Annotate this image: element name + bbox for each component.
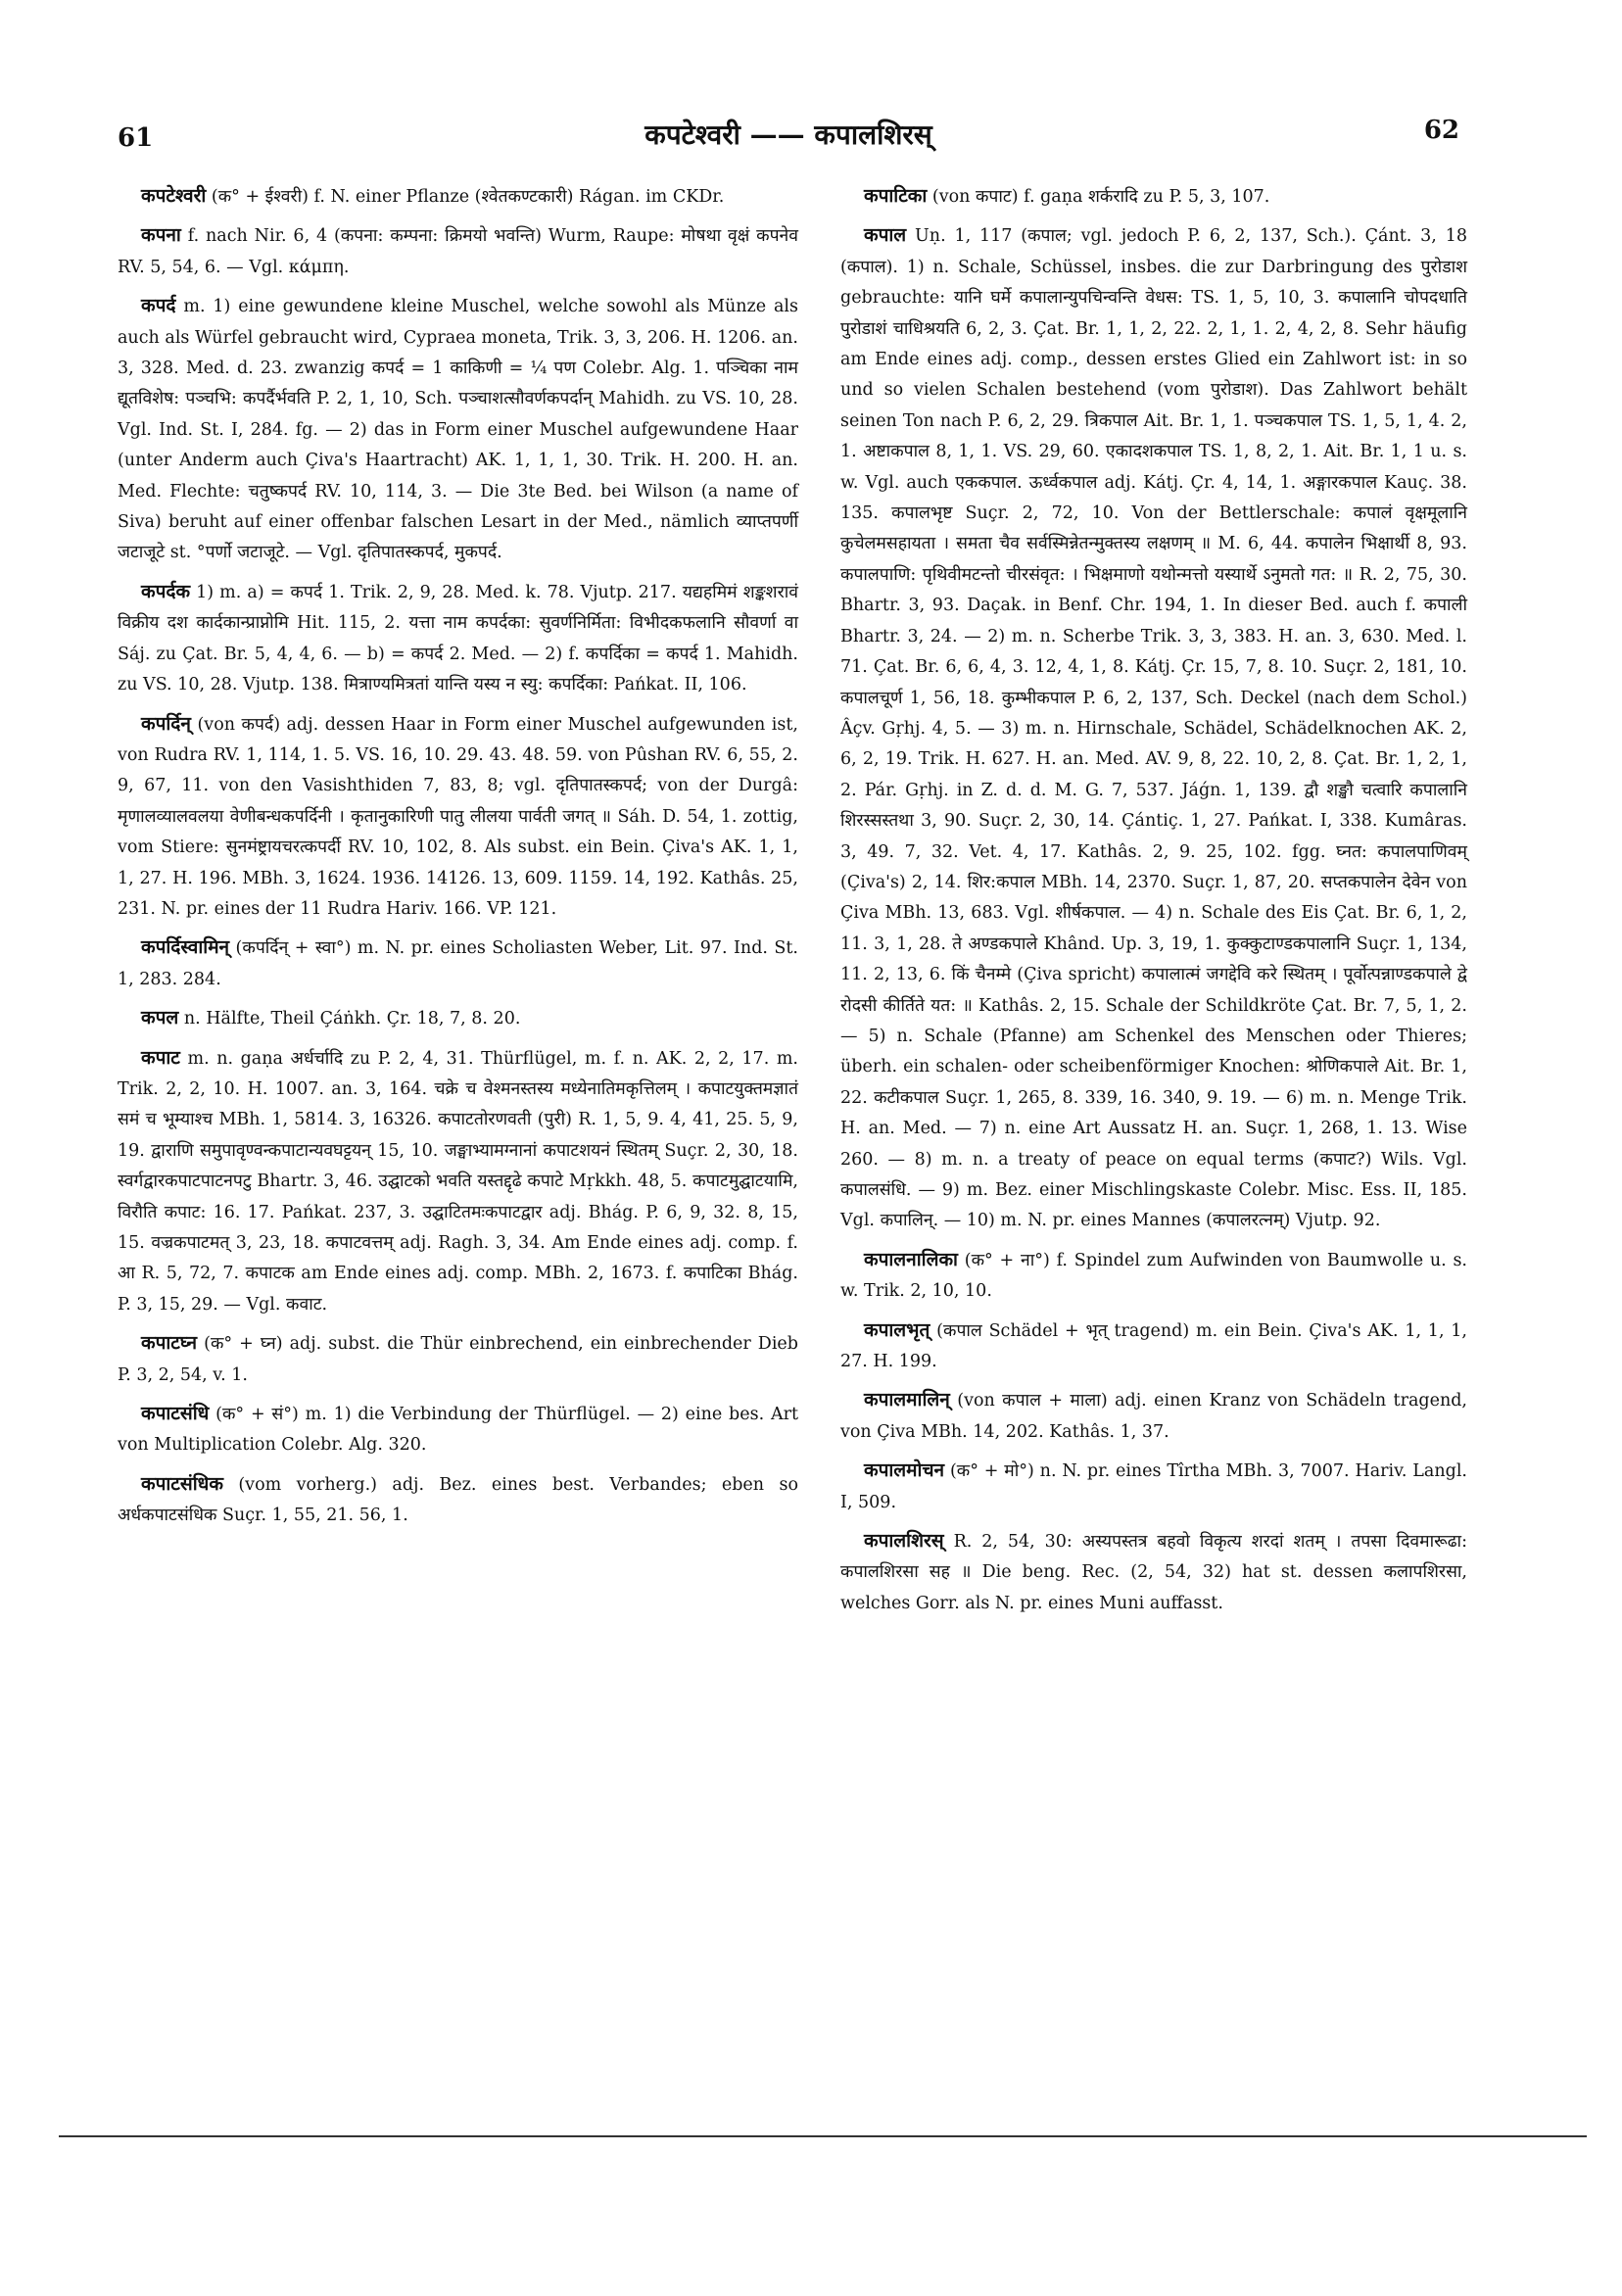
entry-headword: कपल (141, 1007, 179, 1029)
entry-headword: कपाटघ्न (141, 1332, 198, 1355)
entry-body: m. 1) eine gewundene kleine Muschel, welche sowohl als Münze als auch als Würfel gebraucht wird, Cypraea moneta, Trik. 3, 3, 206. H. 1206. an. 3, 328. Med. d. 23. zwanzig कपर्द = 1 काकिणी = ¼ पण Colebr. Alg. 1. पञ्चिका नाम द्यूतविशेष: पञ्चभि: कपर्दैर्भवति P. 2, 1, 10, Sch. पञ्चाशत्सौवर्णकपर्दान् Mahidh. zu VS. 10, 28. Vgl. Ind. St. I, 284. fg. — 2) das in Form einer Muschel aufgewundene Haar (unter Anderm auch Çiva's Haartracht) AK. 1, 1, 1, 30. Trik. H. 200. H. an. Med. Flechte: चतुष्कपर्द RV. 10, 114, 3. — Die 3te Bed. bei Wilson (a name of Siva) beruht auf einer offenbar falschen Lesart in der Med., nämlich व्याप्तपर्णी जटाजूटे st. °पर्णो जटाजूटे. — Vgl. दृतिपातस्कपर्द, मुकपर्द. (118, 297, 798, 563)
dictionary-entry (840, 220, 1467, 1236)
entry-headword: कपाटिका (864, 185, 928, 207)
dictionary-entry (118, 933, 798, 995)
left-column (118, 181, 798, 1540)
entry-body: (von कपाल + माला) adj. einen Kranz von Schädeln tragend, von Çiva MBh. 14, 202. Kathâs. 1, 37. (840, 1391, 1467, 1442)
dictionary-entry (118, 1328, 798, 1391)
dictionary-entry (840, 1456, 1467, 1518)
dictionary-entry (118, 1399, 798, 1461)
entry-headword: कपाटसंधि (141, 1403, 210, 1425)
entry-headword: कपालमोचन (864, 1459, 945, 1482)
dictionary-entry (840, 181, 1467, 213)
entry-body: 1) m. a) = कपर्द 1. Trik. 2, 9, 28. Med. k. 78. Vjutp. 217. यद्यहमिमं शङ्कशरावं विक्रीय दश कार्दकान्प्राप्नोमि Hit. 115, 2. यत्ता नाम कपर्दका: सुवर्णनिर्मिता: विभीदकफलानि सौवर्णा वा Sáj. zu Çat. Br. 5, 4, 4, 6. — b) = कपर्द 2. Med. — 2) f. कपर्दिका = कपर्द 1. Mahidh. zu VS. 10, 28. Vjutp. 138. मित्राण्यमित्रतां यान्ति यस्य न स्यु: कपर्दिका: Pańkat. II, 106. (118, 582, 798, 695)
bottom-rule (59, 2135, 1587, 2137)
dictionary-entry (840, 1385, 1467, 1448)
dictionary-entry (840, 1526, 1467, 1619)
entry-body: (vom vorherg.) adj. Bez. eines best. Verbandes; eben so अर्धकपाटसंधिक Suçr. 1, 55, 21. 56, 1. (118, 1474, 798, 1526)
running-title: कपटेश्वरी —— कपालशिरस् (644, 119, 932, 151)
entry-body: (क° + सं°) m. 1) die Verbindung der Thürflügel. — 2) eine bes. Art von Multiplication Colebr. Alg. 320. (118, 1405, 798, 1456)
entry-headword: कपालमालिन् (864, 1389, 950, 1411)
entry-body: (क° + ईश्वरी) f. N. einer Pflanze (श्वेतकण्टकारी) Rágan. im CKDr. (211, 187, 725, 207)
entry-body: f. nach Nir. 6, 4 (कपना: कम्पना: क्रिमयो भवन्ति) Wurm, Raupe: मोषथा वृक्षं कपनेव RV. 5, 54, 6. — Vgl. κάμπη. (118, 226, 798, 277)
dictionary-entry (118, 1469, 798, 1532)
entry-headword: कपर्दिन् (141, 712, 191, 735)
entry-body: (क° + मो°) n. N. pr. eines Tîrtha MBh. 3, 7007. Hariv. Langl. I, 509. (840, 1461, 1467, 1512)
dictionary-entry (118, 1043, 798, 1321)
dictionary-entry (118, 220, 798, 283)
entry-body: (von कपाट) f. gaṇa शर्करादि zu P. 5, 3, 107. (931, 187, 1270, 207)
entry-headword: कपर्दिस्वामिन् (141, 936, 230, 959)
entry-body: (क° + घ्न) adj. subst. die Thür einbrechend, ein einbrechender Dieb P. 3, 2, 54, v. 1. (118, 1334, 798, 1385)
page-header (118, 116, 1459, 155)
dictionary-entry (118, 181, 798, 213)
left-page-number: 61 (118, 123, 154, 153)
entry-headword: कपर्दक (141, 580, 191, 602)
entry-body: n. Hälfte, Theil Çáṅkh. Çr. 18, 7, 8. 20. (183, 1009, 521, 1029)
dictionary-entry (118, 709, 798, 926)
entry-headword: कपना (141, 224, 181, 247)
dictionary-entry (118, 577, 798, 701)
entry-body: R. 2, 54, 30: अस्यपस्तत्र बहवो विकृत्य शरदां शतम् । तपसा दिवमारूढा: कपालशिरसा सह ॥ Die beng. Rec. (2, 54, 32) hat st. dessen कलापशिरसा, welches Gorr. als N. pr. eines Muni auffasst. (840, 1532, 1467, 1613)
dictionary-entry (118, 1003, 798, 1034)
entry-headword: कपालनालिका (864, 1248, 958, 1270)
entry-body: (क° + ना°) f. Spindel zum Aufwinden von Baumwolle u. s. w. Trik. 2, 10, 10. (840, 1250, 1467, 1302)
dictionary-entry (118, 291, 798, 569)
dictionary-entry (840, 1245, 1467, 1308)
entry-headword: कपाल (864, 224, 907, 247)
dictionary-entry (840, 1315, 1467, 1378)
entry-body: (कपर्दिन् + स्वा°) m. N. pr. eines Scholiasten Weber, Lit. 97. Ind. St. 1, 283. 284. (118, 938, 798, 989)
entry-headword: कपालशिरस् (864, 1530, 944, 1553)
entry-body: Uṇ. 1, 117 (कपाल; vgl. jedoch P. 6, 2, 137, Sch.). Çánt. 3, 18 (कपाल). 1) n. Schale, Schüssel, insbes. die zur Darbringung des पुरोडाश gebrauchte: यानि घर्मे कपालान्युपचिन्वन्ति वेधस: TS. 1, 5, 10, 3. कपालानि चोपदधाति पुरोडाशं चाधिश्रयति 6, 2, 3. Çat. Br. 1, 1, 2, 22. 2, 1, 1. 2, 4, 2, 8. Sehr häufig am Ende eines adj. comp., dessen erstes Glied ein Zahlwort ist: in so und so vielen Schalen bestehend (vom पुरोडाश). Das Zahlwort behält seinen Ton nach P. 6, 2, 29. त्रिकपाल Ait. Br. 1, 1. पञ्चकपाल TS. 1, 5, 1, 4. 2, 1. अष्टाकपाल 8, 1, 1. VS. 29, 60. एकादशकपाल TS. 1, 8, 2, 1. Ait. Br. 1, 1 u. s. w. Vgl. auch एककपाल. ऊर्ध्वकपाल adj. Kátj. Çr. 4, 14, 1. अङ्गारकपाल Kauç. 38. 135. कपालभृष्ट Suçr. 2, 72, 10. Von der Bettlerschale: कपालं वृक्षमूलानि कुचेलमसहायता । समता चैव सर्वस्मिन्नेतन्मुक्तस्य लक्षणम् ॥ M. 6, 44. कपालेन भिक्षार्थी 8, 93. कपालपाणि: पृथिवीमटन्तो चीरसंवृत: । भिक्षमाणो यथोन्मत्तो यस्यार्थे ऽनुमतो गत: ॥ R. 2, 75, 30. Bhartr. 3, 93. Daçak. in Benf. Chr. 194, 1. In dieser Bed. auch f. कपाली Bhartr. 3, 24. — 2) m. n. Scherbe Trik. 3, 3, 383. H. an. 3, 630. Med. l. 71. Çat. Br. 6, 6, 4, 3. 12, 4, 1, 8. Kátj. Çr. 15, 7, 8. 10. Suçr. 2, 181, 10. कपालचूर्ण 1, 56, 18. कुम्भीकपाल P. 6, 2, 137, Sch. Deckel (nach dem Schol.) Âçv. Gṛhj. 4, 5. — 3) m. n. Hirnschale, Schädel, Schädelknochen AK. 2, 6, 2, 19. Trik. H. 627. H. an. Med. AV. 9, 8, 22. 10, 2, 8. Çat. Br. 1, 2, 1, 2. Pár. Gṛhj. in Z. d. d. M. G. 7, 537. Jáǵn. 1, 139. द्वौ शङ्खौ चत्वारि कपालानि शिरस्सस्तथा 3, 90. Suçr. 2, 30, 14. Çántiç. 1, 27. Pańkat. I, 338. Kumâras. 3, 49. 7, 32. Vet. 4, 17. Kathâs. 2, 9. 25, 102. fgg. घ्नत: कपालपाणिवम् (Çiva's) 2, 14. शिर:कपाल MBh. 14, 2370. Suçr. 1, 87, 20. सप्तकपालेन देवेन von Çiva MBh. 13, 683. Vgl. शीर्षकपाल. — 4) n. Schale des Eis Çat. Br. 6, 1, 2, 11. 3, 1, 28. ते अण्डकपाले Khând. Up. 3, 19, 1. कुक्कुटाण्डकपालानि Suçr. 1, 134, 11. 2, 13, 6. किं चैनम्मे (Çiva spricht) कपालात्मं जगद्देवि करे स्थितम् । पूर्वोत्पन्नाण्डकपाले द्वे रोदसी कीर्तिते यत: ॥ Kathâs. 2, 15. Schale der Schildkröte Çat. Br. 7, 5, 1, 2. — 5) n. Schale (Pfanne) am Schenkel des Menschen oder Thieres; überh. ein schalen- oder scheibenförmiger Knochen: श्रोणिकपाले Ait. Br. 1, 22. कटीकपाल Suçr. 1, 265, 8. 339, 16. 340, 9. 19. — 6) m. n. Menge Trik. H. an. Med. — 7) n. eine Art Aussatz H. an. Suçr. 1, 268, 1. 13. Wise 260. — 8) m. n. a treaty of peace on equal terms (कपाट?) Wils. Vgl. कपालसंधि. — 9) m. Bez. einer Mischlingskaste Colebr. Misc. Ess. II, 185. Vgl. कपालिन्. — 10) m. N. pr. eines Mannes (कपालरत्नम्) Vjutp. 92. (840, 226, 1467, 1231)
entry-headword: कपटेश्वरी (141, 185, 207, 207)
entry-body: (von कपर्द) adj. dessen Haar in Form einer Muschel aufgewunden ist, von Rudra RV. 1, 114, 1. 5. VS. 16, 10. 29. 43. 48. 59. von Pûshan RV. 6, 55, 2. 9, 67, 11. von den Vasishthiden 7, 83, 8; vgl. दृतिपातस्कपर्द; von der Durgâ: मृणालव्यालवलया वेणीबन्धकपर्दिनी । कृतानुकारिणी पातु लीलया पार्वती जगत् ॥ Sáh. D. 54, 1. zottig, vom Stiere: सुनमंष्ट्रायचरत्कपर्दी RV. 10, 102, 8. Als subst. ein Bein. Çiva's AK. 1, 1, 1, 27. H. 196. MBh. 3, 1624. 1936. 14126. 13, 609. 1159. 14, 192. Kathâs. 25, 231. N. pr. eines der 11 Rudra Hariv. 166. VP. 121. (118, 714, 798, 919)
entry-headword: कपालभृत् (864, 1318, 930, 1341)
entry-body: m. n. gaṇa अर्धर्चादि zu P. 2, 4, 31. Thürflügel, m. f. n. AK. 2, 2, 17. m. Trik. 2, 2, 10. H. 1007. an. 3, 164. चक्रे च वेश्मनस्तस्य मध्येनातिमकृत्तिलम् । कपाटयुक्तमज्ञातं समं च भूम्याश्च MBh. 1, 5814. 3, 16326. कपाटतोरणवती (पुरी) R. 1, 5, 9. 4, 41, 25. 5, 9, 19. द्वाराणि समुपावृण्वन्कपाटान्यवघट्टयन् 15, 10. जङ्घाभ्यामग्नानां कपाटशयनं स्थितम् Suçr. 2, 30, 18. स्वर्गद्वारकपाटपाटनपटु Bhartr. 3, 46. उद्घाटको भवति यस्तद्दृढे कपाटे Mṛkkh. 48, 5. कपाटमुद्घाटयामि, विरौति कपाट: 16. 17. Pańkat. 237, 3. उद्घाटितमःकपाटद्वार adj. Bhág. P. 6, 9, 32. 8, 15, 15. वज्रकपाटमत् 3, 23, 18. कपाटवत्तम् adj. Ragh. 3, 34. Am Ende eines adj. comp. f. आ R. 5, 72, 7. कपाटक am Ende eines adj. comp. MBh. 2, 1673. f. कपाटिका Bhág. P. 3, 15, 29. — Vgl. कवाट. (118, 1048, 798, 1315)
entry-headword: कपाटसंधिक (141, 1472, 223, 1495)
entry-headword: कपर्द (141, 295, 176, 317)
right-column (840, 181, 1467, 1627)
right-page-number: 62 (1423, 116, 1459, 145)
entry-headword: कपाट (141, 1046, 180, 1069)
entry-body: (कपाल Schädel + भृत् tragend) m. ein Bein. Çiva's AK. 1, 1, 1, 27. H. 199. (840, 1320, 1467, 1372)
